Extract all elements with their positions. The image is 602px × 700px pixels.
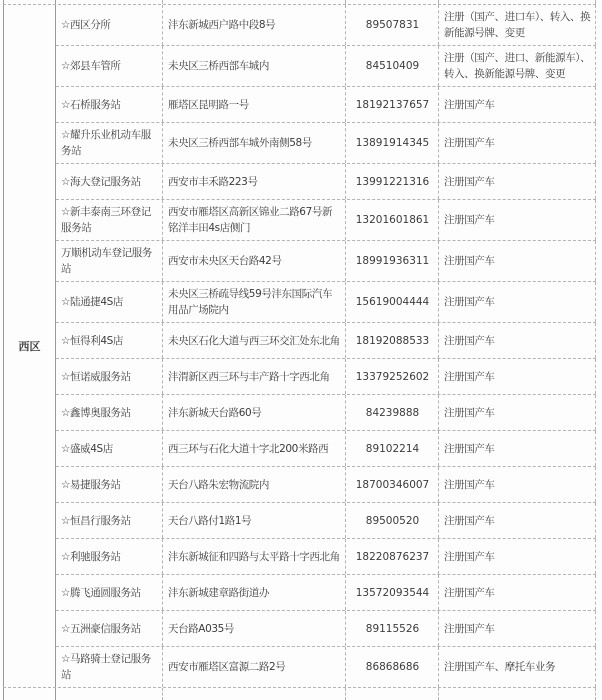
station-address: 未央区三桥疏导线59号沣东国际汽车用品广场院内 [163,282,346,322]
station-services: 注册国产车 [439,200,596,240]
station-phone: 18192137657 [346,87,439,122]
station-address: 沣渭新区西三环与丰产路十字西北角 [163,359,346,394]
station-address: 天台八路朱宏物流院内 [163,467,346,502]
service-station-table-page [3,0,596,700]
partial-cell-name [56,688,163,700]
station-address: 西三环与石化大道十字北200米路西 [163,431,346,466]
station-services: 注册国产车 [439,467,596,502]
station-services: 注册国产车 [439,431,596,466]
partial-cell-region [3,0,56,4]
table-row [56,647,596,687]
station-name: ☆新丰泰南三环登记服务站 [56,200,163,240]
station-address: 雁塔区昆明路一号 [163,87,346,122]
station-phone: 13201601861 [346,200,439,240]
table-row [56,46,596,87]
partial-cell-address [163,688,346,700]
station-name: ☆陆通捷4S店 [56,282,163,322]
station-address: 沣东新城建章路街道办 [163,575,346,610]
station-phone: 89507831 [346,5,439,45]
station-name: ☆恒诺威服务站 [56,359,163,394]
table-row [56,611,596,647]
station-name: ☆腾飞通圆服务站 [56,575,163,610]
table-row [56,575,596,611]
station-phone: 89102214 [346,431,439,466]
station-address: 西安市雁塔区富源二路2号 [163,647,346,687]
station-phone: 13891914345 [346,123,439,163]
station-address: 天台八路付1路1号 [163,503,346,538]
partial-cell-name [56,0,163,4]
station-address: 未央区三桥西部车城外南侧58号 [163,123,346,163]
table-row [56,282,596,323]
station-services: 注册国产车 [439,87,596,122]
station-name: ☆西区分所 [56,5,163,45]
station-services: 注册国产车 [439,164,596,199]
partial-cell-services [439,0,596,4]
station-services: 注册国产车 [439,575,596,610]
station-name: ☆马路骑士登记服务站 [56,647,163,687]
station-phone: 89500520 [346,503,439,538]
station-services: 注册（国产、进口、新能源车）、转入、换新能源号牌、变更 [439,46,596,86]
station-services: 注册国产车 [439,323,596,358]
partial-cell-phone [346,0,439,4]
station-services: 注册国产车 [439,395,596,430]
table-top-partial-row [3,0,596,4]
table-row [56,395,596,431]
station-phone: 13572093544 [346,575,439,610]
station-address: 天台路A035号 [163,611,346,646]
station-services: 注册国产车 [439,241,596,281]
table-row [56,87,596,123]
table-bottom-partial-row [3,688,596,700]
table-row [56,241,596,282]
station-address: 沣东新城征和四路与太平路十字西北角 [163,539,346,574]
station-address: 西安市雁塔区高新区锦业二路67号新铭洋丰田4s店侧门 [163,200,346,240]
station-phone: 18991936311 [346,241,439,281]
station-name: ☆恒昌行服务站 [56,503,163,538]
station-name: ☆鑫博奥服务站 [56,395,163,430]
station-name: ☆石桥服务站 [56,87,163,122]
station-name: ☆盛威4S店 [56,431,163,466]
service-station-table [3,4,596,688]
station-phone: 13991221316 [346,164,439,199]
station-address: 未央区三桥西部车城内 [163,46,346,86]
station-phone: 18192088533 [346,323,439,358]
table-row [56,123,596,164]
table-row [56,503,596,539]
station-phone: 86868686 [346,647,439,687]
station-services: 注册国产车 [439,539,596,574]
station-phone: 18700346007 [346,467,439,502]
station-name: ☆恒得利4S店 [56,323,163,358]
station-name: ☆海大登记服务站 [56,164,163,199]
table-row [56,539,596,575]
table-row [56,431,596,467]
station-phone: 89115526 [346,611,439,646]
region-label: 西区 [18,340,41,353]
station-services: 注册国产车、摩托车业务 [439,647,596,687]
station-address: 沣东新城西户路中段8号 [163,5,346,45]
station-address: 未央区石化大道与西三环交汇处东北角 [163,323,346,358]
table-row [56,5,596,46]
partial-cell-phone [346,688,439,700]
station-services: 注册国产车 [439,123,596,163]
station-services: 注册国产车 [439,282,596,322]
station-address: 西安市丰禾路223号 [163,164,346,199]
station-phone: 84510409 [346,46,439,86]
station-name: ☆耀升乐业机动车服务站 [56,123,163,163]
partial-cell-address [163,0,346,4]
station-phone: 13379252602 [346,359,439,394]
station-phone: 18220876237 [346,539,439,574]
partial-cell-region [3,688,56,700]
station-phone: 84239888 [346,395,439,430]
station-phone: 15619004444 [346,282,439,322]
partial-cell-services [439,688,596,700]
station-name: ☆易捷服务站 [56,467,163,502]
station-name: ☆五洲豪信服务站 [56,611,163,646]
station-address: 沣东新城天台路60号 [163,395,346,430]
station-address: 西安市未央区天台路42号 [163,241,346,281]
table-row [56,467,596,503]
table-row [56,323,596,359]
station-services: 注册（国产、进口车）、转入、换新能源号牌、变更 [439,5,596,45]
table-row [56,164,596,200]
station-name: 万顺机动车登记服务站 [56,241,163,281]
table-row [56,200,596,241]
station-services: 注册国产车 [439,503,596,538]
region-cell [3,5,56,687]
table-row [56,359,596,395]
station-services: 注册国产车 [439,611,596,646]
table-rows [56,5,596,687]
station-name: ☆郊县车管所 [56,46,163,86]
station-services: 注册国产车 [439,359,596,394]
station-name: ☆利驰服务站 [56,539,163,574]
